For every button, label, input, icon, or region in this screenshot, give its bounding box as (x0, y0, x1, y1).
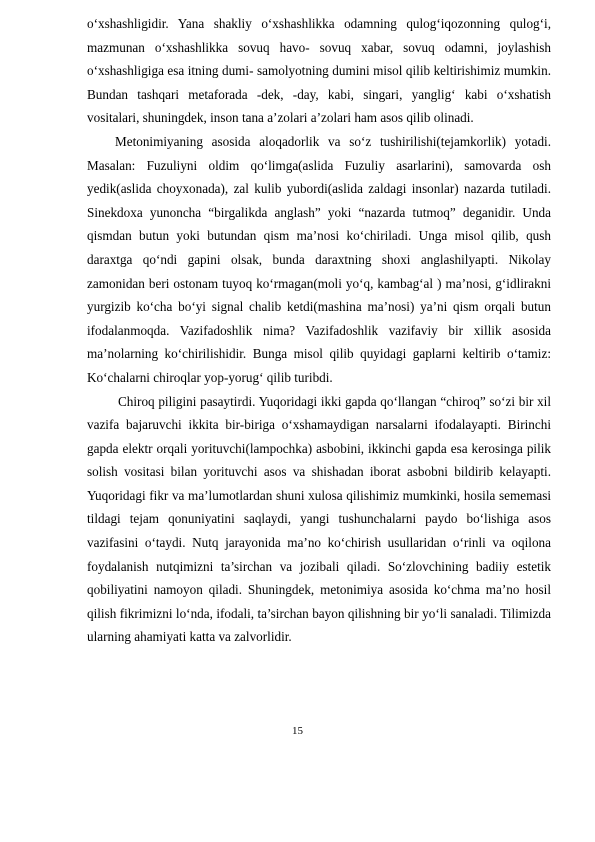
paragraph-metaphor-continuation: o‘xshashligidir. Yana shakliy o‘xshashlikka odamning qulog‘iqozonning qulog‘i, mazmunan o‘xshashlikka sovuq havo- sovuq xabar, sovuq odamni, joylashish o‘xshashligiga esa itning dumi- samolyotning dumini misol qilib keltirishimiz mumkin. Bundan tashqari metaforada -dek, -day, kabi, singari, yanglig‘ kabi o‘xshatish vositalari, shuningdek, inson tana a’zolari a’zolari ham asos qilib olinadi. (87, 16, 551, 126)
paragraph-lamp-example: Chiroq piligini pasaytirdi. Yuqoridagi ikki gapda qo‘llangan “chiroq” so‘zi bir xil vazifa bajaruvchi ikkita bir-biriga o‘xshamaydigan narsalarni ifodalayapti. Birinchi gapda elektr orqali yorituvchi(lampochka) asbobini, ikkinchi gapda esa kerosinga pilik solish vositasi bilan yorituvchi asos va shishadan iborat asbobni bildirib kelayapti. Yuqoridagi fikr va ma’lumotlardan shuni xulosa qilishimiz mumkinki, hosila sememasi tildagi tejam qonuniyatini saqlaydi, yangi tushunchalarni paydo bo‘lishiga asos vazifasini o‘taydi. Nutq jarayonida ma’no ko‘chirish usullaridan o‘rinli va oqilona foydalanish nutqimizni ta’sirchan va jozibali qiladi. So‘zlovchining badiiy estetik qobiliyatini namoyon qiladi. Shuningdek, metonimiya asosida ko‘chma ma’no hosil qilish fikrimizni lo‘nda, ifodali, ta’sirchan bayon qilishning bir yo‘li sanaladi. Tilimizda ularning ahamiyati katta va zalvorlidir. (87, 393, 551, 645)
paragraph-metonymy: Metonimiyaning asosida aloqadorlik va so‘z tushirilishi(tejamkorlik) yotadi. Masalan: Fuzuliyni oldim qo‘limga(aslida Fuzuliy asarlarini), samovarda osh yedik(aslida choyxonada), zal kulib yubordi(aslida zaldagi insonlar) nazarda tutiladi. Sinekdoxa yunoncha “birgalikda anglash” yoki “nazarda tutmoq” deganidir. Unda qismdan butun yoki butundan qism ma’nosi ko‘chiriladi. Unga misol qilib, qush daraxtga qo‘ndi gapini olsak, bunda daraxtning shoxi anglashilyapti. Nikolay zamonidan beri ostonam tuyoq ko‘rmagan(moli yo‘q, kambag‘al ) ma’nosi, g‘idlirakni yurgizib ko‘cha bo‘yi signal chalib ketdi(mashina ma’nosi) ya’ni qism orqali butun ifodalanmoqda. Vazifadoshlik nima? Vazifadoshlik vazifaviy bir xillik asosida ma’nolarning ko‘chirilishidir. Bunga misol qilib quyidagi gaplarni keltirib o‘tamiz: Ko‘chalarni chiroqlar yop-yorug‘ qilib turibdi. (87, 133, 551, 385)
body-text (87, 12, 551, 649)
page-number: 15 (292, 725, 303, 737)
